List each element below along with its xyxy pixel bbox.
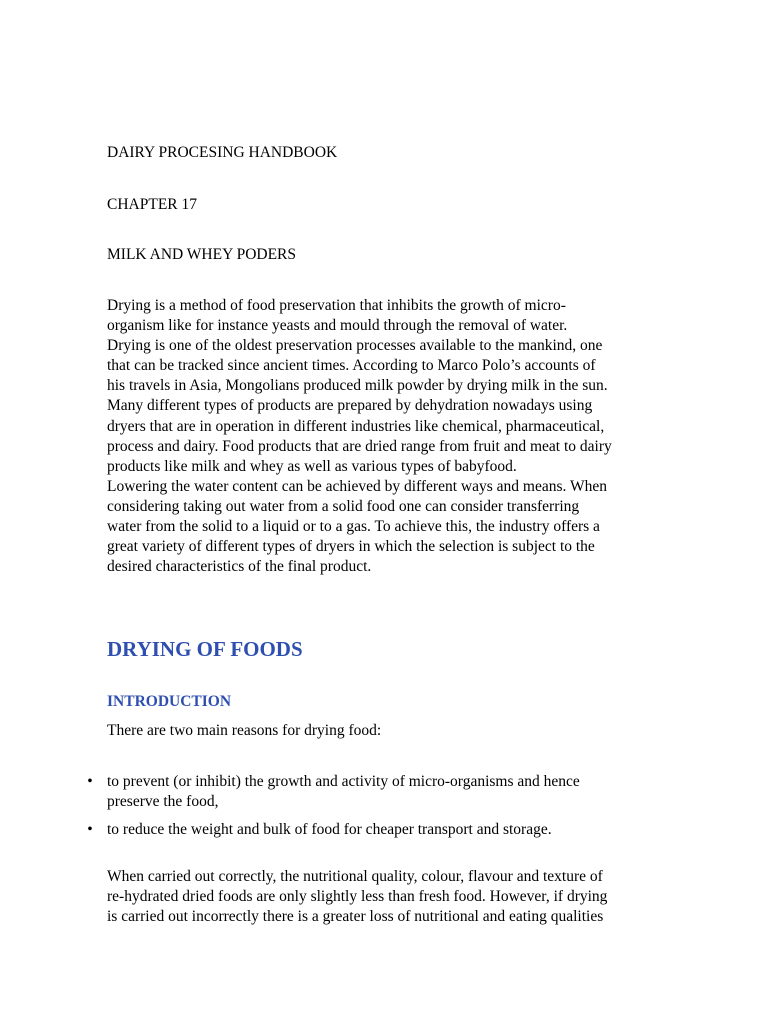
paragraph-line: Lowering the water content can be achieved by different ways and means. When [107, 477, 607, 495]
chapter-label: CHAPTER 17 [107, 196, 197, 213]
bullet-icon: • [87, 773, 93, 790]
paragraph-line: Drying is one of the oldest preservation processes available to the mankind, one [107, 337, 603, 355]
paragraph-line: his travels in Asia, Mongolians produced milk powder by drying milk in the sun. [107, 377, 608, 395]
reasons-list [85, 772, 685, 848]
list-item [85, 820, 685, 840]
paragraph-line: re-hydrated dried foods are only slightly less than fresh food. However, if drying [107, 888, 608, 906]
paragraph-line: great variety of different types of dryers in which the selection is subject to the [107, 538, 595, 556]
paragraph-line: desired characteristics of the final product. [107, 558, 372, 576]
list-item [85, 772, 685, 812]
intro-paragraph [107, 296, 667, 577]
closing-paragraph [107, 867, 667, 927]
paragraph-line: organism like for instance yeasts and mould through the removal of water. [107, 317, 568, 335]
paragraph-line: water from the solid to a liquid or to a gas. To achieve this, the industry offers a [107, 518, 600, 536]
list-item-line: preserve the food, [107, 793, 219, 810]
paragraph-line: When carried out correctly, the nutritional quality, colour, flavour and texture of [107, 868, 603, 885]
paragraph-line: process and dairy. Food products that are dried range from fruit and meat to dairy [107, 437, 612, 455]
paragraph-line: considering taking out water from a solid food one can consider transferring [107, 497, 580, 515]
list-item-line: to reduce the weight and bulk of food for cheaper transport and storage. [107, 821, 552, 838]
bullet-icon: • [87, 821, 93, 838]
chapter-subtitle: MILK AND WHEY PODERS [107, 246, 297, 263]
paragraph-line: that can be tracked since ancient times. According to Marco Polo’s accounts of [107, 357, 596, 375]
paragraph-line: is carried out incorrectly there is a greater loss of nutritional and eating qualities [107, 908, 604, 926]
paragraph-line: dryers that are in operation in different industries like chemical, pharmaceutical, [107, 417, 605, 435]
section-heading: DRYING OF FOODS [107, 637, 303, 661]
paragraph-line: Many different types of products are prepared by dehydration nowadays using [107, 397, 593, 415]
paragraph-line: products like milk and whey as well as various types of babyfood. [107, 457, 517, 475]
reasons-intro: There are two main reasons for drying food: [107, 722, 382, 739]
list-item-line: to prevent (or inhibit) the growth and activity of micro-organisms and hence [107, 773, 580, 790]
subsection-heading: INTRODUCTION [107, 693, 232, 710]
paragraph-line: Drying is a method of food preservation that inhibits the growth of micro- [107, 297, 566, 314]
document-title: DAIRY PROCESING HANDBOOK [107, 144, 338, 161]
